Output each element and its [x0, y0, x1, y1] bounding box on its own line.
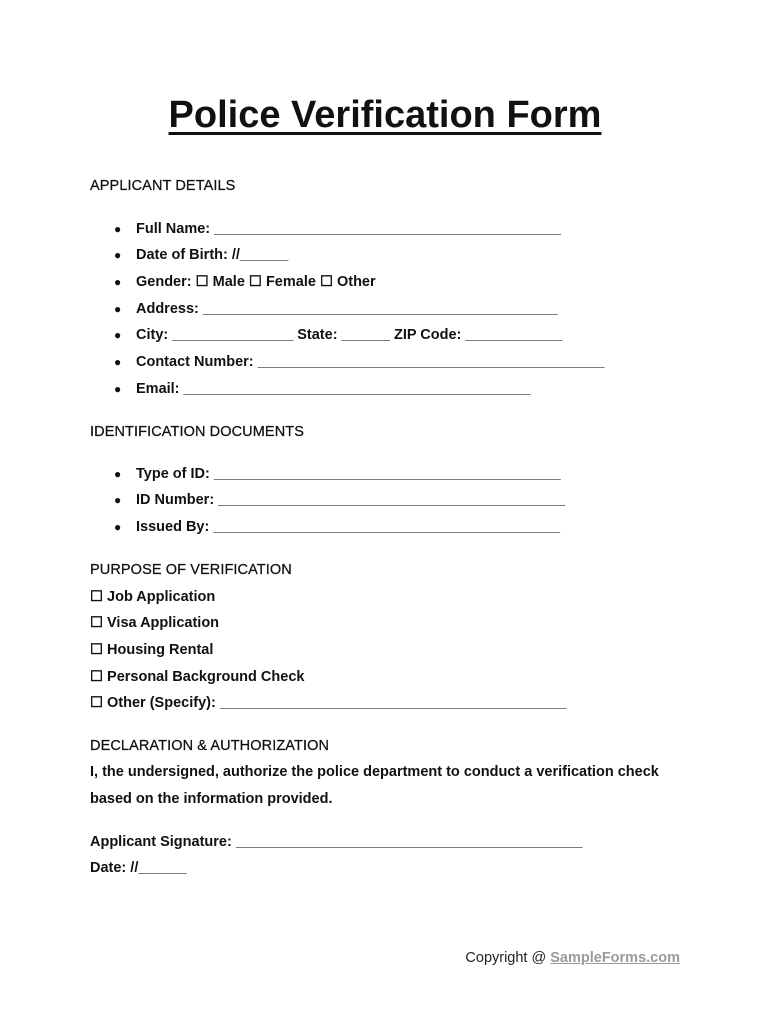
field-issued-by[interactable]: Issued By: ___________________________________________ — [136, 519, 561, 535]
bullet-icon: ● — [114, 248, 122, 262]
field-id-number[interactable]: ID Number: ___________________________________________ — [136, 492, 565, 508]
bullet-icon: ● — [114, 355, 122, 369]
field-date-of-birth[interactable]: Date of Birth: //______ — [136, 247, 289, 263]
field-type-of-id[interactable]: Type of ID: ___________________________________________ — [136, 466, 561, 482]
field-date[interactable]: Date: //______ — [90, 860, 187, 876]
declaration-text: I, the undersigned, authorize the police department to conduct a verification check based on the information provided. — [90, 764, 659, 807]
bullet-icon: ● — [114, 382, 122, 396]
bullet-icon: ● — [114, 467, 122, 481]
field-applicant-signature[interactable]: Applicant Signature: ___________________________________________ — [90, 834, 583, 850]
bullet-icon: ● — [114, 222, 122, 236]
field-email[interactable]: Email: ___________________________________________ — [136, 381, 531, 397]
section-heading-identification-documents: IDENTIFICATION DOCUMENTS — [90, 424, 304, 440]
bullet-icon: ● — [114, 302, 122, 316]
section-heading-declaration: DECLARATION & AUTHORIZATION — [90, 738, 330, 754]
bullet-icon: ● — [114, 328, 122, 342]
page-title: Police Verification Form — [168, 94, 602, 136]
option-other-specify[interactable]: ☐ Other (Specify): ___________________________________________ — [90, 695, 567, 711]
option-personal-background-check[interactable]: ☐ Personal Background Check — [90, 669, 305, 685]
section-heading-purpose: PURPOSE OF VERIFICATION — [90, 562, 292, 578]
field-gender[interactable]: Gender: ☐ Male ☐ Female ☐ Other — [136, 274, 376, 290]
field-contact-number[interactable]: Contact Number: ___________________________________________ — [136, 354, 605, 370]
field-city-state-zip[interactable]: City: _______________ State: ______ ZIP Code: ____________ — [136, 327, 563, 343]
brand-link[interactable]: SampleForms.com — [550, 950, 680, 966]
option-housing-rental[interactable]: ☐ Housing Rental — [90, 642, 214, 658]
option-job-application[interactable]: ☐ Job Application — [90, 589, 216, 605]
field-full-name[interactable]: Full Name: ___________________________________________ — [136, 221, 561, 237]
copyright-footer — [0, 950, 680, 966]
bullet-icon: ● — [114, 493, 122, 507]
section-heading-applicant-details: APPLICANT DETAILS — [90, 178, 236, 194]
bullet-icon: ● — [114, 275, 122, 289]
bullet-icon: ● — [114, 520, 122, 534]
option-visa-application[interactable]: ☐ Visa Application — [90, 615, 220, 631]
field-address[interactable]: Address: ____________________________________________ — [136, 301, 558, 317]
copyright-prefix: Copyright @ — [465, 950, 551, 966]
